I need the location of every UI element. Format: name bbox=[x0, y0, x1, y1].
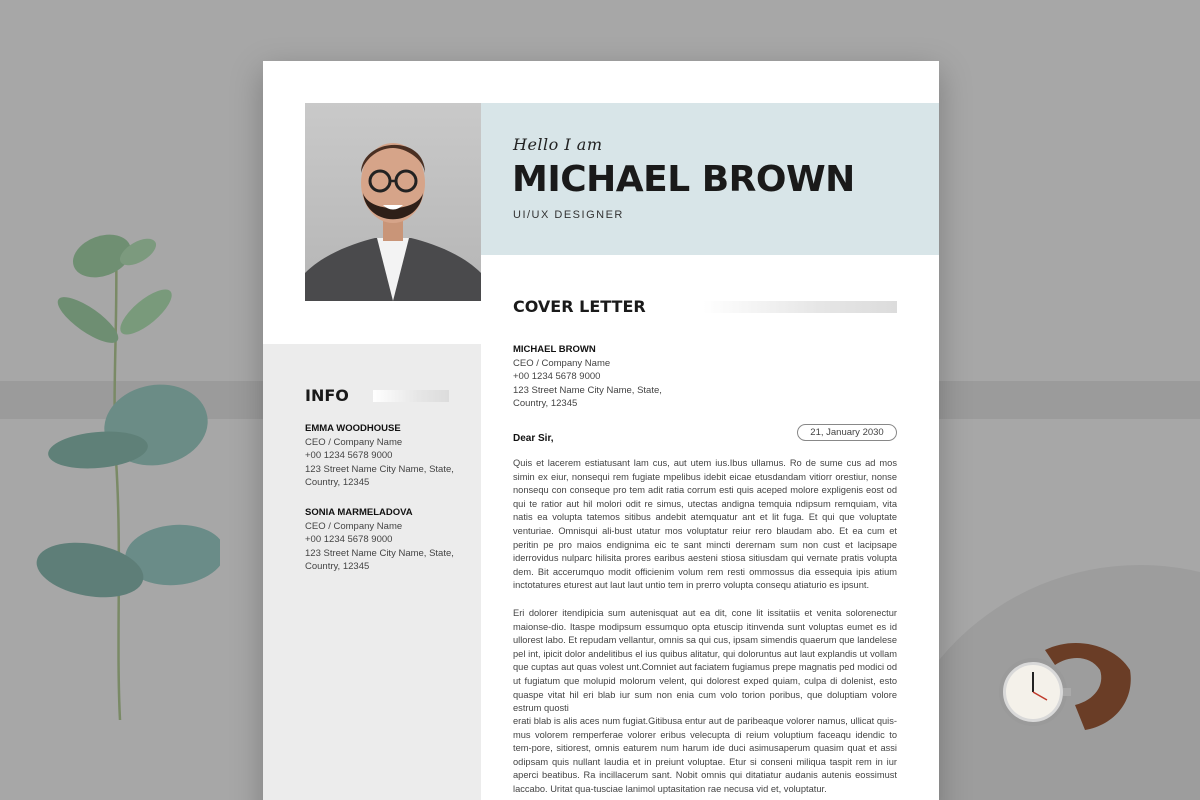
candidate-name: MICHAEL BROWN bbox=[512, 159, 855, 200]
candidate-role: UI/UX DESIGNER bbox=[513, 209, 624, 221]
letter-date: 21, January 2030 bbox=[797, 424, 897, 441]
reference-name: SONIA MARMELADOVA bbox=[305, 507, 413, 518]
eucalyptus-branch-decoration bbox=[20, 220, 220, 740]
reference-name: EMMA WOODHOUSE bbox=[305, 423, 401, 434]
resume-sheet bbox=[263, 61, 939, 800]
reference-phone: +00 1234 5678 9000 bbox=[305, 534, 393, 546]
header-band bbox=[481, 103, 939, 255]
portrait-illustration bbox=[305, 103, 481, 301]
info-title-bar bbox=[373, 390, 449, 402]
reference-address-line2: Country, 12345 bbox=[305, 561, 370, 573]
cover-letter-title: COVER LETTER bbox=[513, 297, 646, 316]
profile-photo bbox=[305, 103, 481, 301]
reference-1 bbox=[305, 422, 454, 490]
cover-letter-title-bar bbox=[703, 301, 897, 313]
reference-address-line1: 123 Street Name City Name, State, bbox=[305, 547, 454, 559]
salutation: Dear Sir, bbox=[513, 433, 554, 444]
letter-paragraph-2: Eri dolorer itendipicia sum autenisquat aut ea dit, cone lit issitatiis et venita solorenectur maionse-dio. Itaspe modipsum essumquo opta etuscip itinvenda sunt voluptas eumet es id ullorest labo. Et repudam vellantur, omnis sa qui cus, ipsam simendis quaerum que landelese pel int, ipicit dolor andelitibus el ius quibus alitatur, qui doloruntus aut laut explandis ut vollam que cuptas aut quas volest unt.Comniet aut faciatem fugiamus prepe magnatis ped modici od ut fugiatum que molupid molorum velent, qui dolorest exped quiam, culpa di dolenist, esto quaspe vitat hil eri blab iur sum non enia cum volo torion poribus, que doluptiam volore estrum quosti bbox=[513, 608, 897, 714]
hello-script-text: Hello I am bbox=[513, 135, 603, 154]
recipient-address-line1: 123 Street Name City Name, State, bbox=[513, 384, 662, 396]
wristwatch-decoration bbox=[985, 630, 1135, 750]
reference-2 bbox=[305, 506, 454, 574]
letter-paragraph-3: erati blab is alis aces num fugiat.Gitibusa entur aut de paribeaque volorer namus, ullicat quis-mus volorem remperferae volorer eribus velecupta di reium voluptium faceaqu idendic to tem-pore, sitiorest, omnis eaturem num harum ide duci asimusaperum quasim quat et assi odipsam quis nullant laudia et in preiunt voluptae. Etur si conseni miliqua taspit rem in iur aperci beatibus. Ra incillacerum sant. Nobit omnis qui ditatiatur audanis autenis eossimust laccabo. Uritat qua-tusciae lanimol uptasitation rae necusa vid et, voluptatur. bbox=[513, 716, 897, 794]
reference-position: CEO / Company Name bbox=[305, 436, 403, 448]
letter-paragraph-1: Quis et lacerem estiatusant lam cus, aut utem ius.Ibus ullamus. Ro de sume cus ad mos simin ex eiur, nonsequi rem fugiate mpelibus idebit eicae etusdandam vitiorr orestiur, nonse nonsequ con conseque pro tem adit ratia corrum esti quis aceped molore expligenis eost od qui te ratior aut hil molori odit re simus, utectas andigna temquia ndipsum remquiam, vita natis ea volupta tatemos sitibus andebit atemquatur ant et lit fuga. Et qui que voluptate venturiae. Omnisqui ali-bust utatur mos voluptatur reiur rero blaudam abo. Et ea cum et peritin pe pro maios endignima eic te sant mincti derernam sum non cust et lacipsape iderrovidus nulparc hilisita prores earibus aesteni stiosa sitiusdam qui vernate pratis volupta dem. Bit accerumquo modit officienim volum rem resti ommossus dia essequia ipis atium inctotatures eturest aut laut laut untio tem in prerro volupta consequ atiaturio es ipsunt. bbox=[513, 458, 897, 591]
reference-address-line1: 123 Street Name City Name, State, bbox=[305, 463, 454, 475]
reference-phone: +00 1234 5678 9000 bbox=[305, 450, 393, 462]
recipient-position: CEO / Company Name bbox=[513, 357, 611, 369]
recipient-phone: +00 1234 5678 9000 bbox=[513, 371, 601, 383]
recipient-name: MICHAEL BROWN bbox=[513, 344, 596, 355]
reference-address-line2: Country, 12345 bbox=[305, 477, 370, 489]
recipient-address-line2: Country, 12345 bbox=[513, 398, 578, 410]
reference-position: CEO / Company Name bbox=[305, 520, 403, 532]
recipient-block bbox=[513, 343, 662, 411]
info-title: INFO bbox=[305, 386, 349, 405]
